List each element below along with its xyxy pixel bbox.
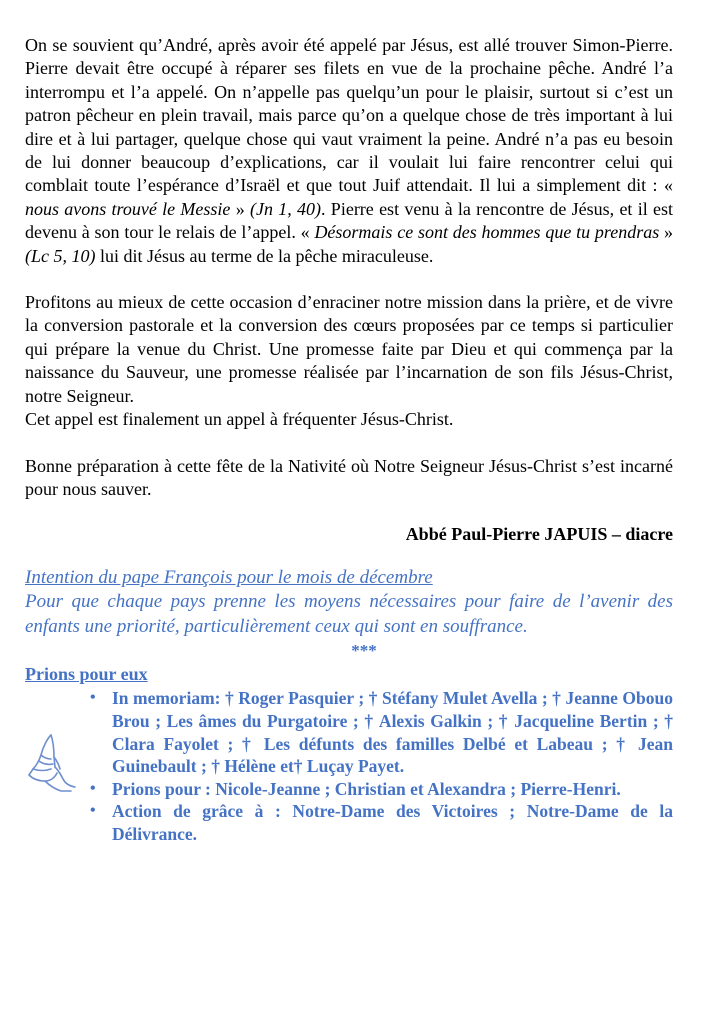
prayer-list	[25, 687, 673, 845]
paragraph-appel: Cet appel est finalement un appel à fréquenter Jésus-Christ.	[25, 409, 454, 430]
reference-lc: (Lc 5, 10)	[25, 245, 96, 266]
spacer	[25, 268, 673, 291]
text-span: »	[659, 222, 673, 243]
text-span: »	[230, 198, 250, 219]
bullet: •	[90, 689, 96, 707]
praying-hands-icon	[27, 731, 81, 793]
intention-title: Intention du pape François pour le mois de décembre	[25, 567, 433, 589]
prayer-section	[25, 687, 673, 845]
spacer	[25, 432, 673, 455]
text-span: lui dit Jésus au terme de la pêche miraculeuse.	[95, 245, 434, 266]
bullet: •	[90, 779, 96, 797]
text-span: On se souvient qu’André, après avoir été appelé par Jésus, est allé trouver Simon-Pierre. Pierre devait être occupé à réparer ses filets en vue de la prochaine pêche. André l’a interrompu et l’a appelé. On n’appelle pas quelqu’un pour le plaisir, surtout si c’est un patron pêcheur en plein travail, mais parce qu’on a quelque chose de très important à lui dire et à lui partager, quelque chose qui vaut vraiment la peine. André n’a pas eu besoin de lui donner beaucoup d’explications, car il voulait lui faire rencontrer celui qui comblait toute l’espérance d’Israël et que tout Juif attendait. Il lui a simplement dit : «	[25, 35, 673, 196]
quote-hommes: Désormais ce sont des hommes que tu prendras	[314, 222, 660, 243]
bullet: •	[90, 802, 96, 820]
separator-stars: ***	[351, 641, 377, 661]
paragraph-bonne-preparation: Bonne préparation à cette fête de la Nativité où Notre Seigneur Jésus-Christ s’est incarné pour nous sauver.	[25, 455, 673, 499]
list-item-text: Prions pour : Nicole-Jeanne ; Christian et Alexandra ; Pierre-Henri.	[112, 778, 621, 799]
paragraph-andre	[25, 34, 673, 268]
document-page	[25, 34, 673, 845]
list-item-prions-pour	[90, 778, 673, 801]
intention-body: Pour que chaque pays prenne les moyens nécessaires pour faire de l’avenir des enfants une priorité, particulièrement ceux qui sont en souffrance.	[25, 591, 673, 637]
list-item-action-de-grace	[90, 800, 673, 845]
reference-jn: (Jn 1, 40)	[249, 198, 322, 219]
quote-messie: nous avons trouvé le Messie	[25, 198, 231, 219]
signature: Abbé Paul-Pierre JAPUIS – diacre	[405, 524, 673, 545]
list-item-text: Action de grâce à : Notre-Dame des Victoires ; Notre-Dame de la Délivrance.	[112, 801, 673, 844]
text-span: . Pierre est venu à la rencontre de Jésus, et il est devenu à son tour le relais de l’appel. «	[25, 198, 673, 243]
list-item-memoriam	[90, 687, 673, 777]
list-item-text: In memoriam: † Roger Pasquier ; † Stéfany Mulet Avella ; † Jeanne Obouo Brou ; Les âmes du Purgatoire ; † Alexis Galkin ; † Jacqueline Bertin ; † Clara Fayolet ; † Les défunts des familles Delbé et Labeau ; † Jean Guinebault ; † Hélène et† Luçay Payet.	[112, 688, 673, 777]
paragraph-profitons: Profitons au mieux de cette occasion d’enraciner notre mission dans la prière, et de vivre la conversion pastorale et la conversion des cœurs proposées par ce temps si particulier qui prépare la venue du Christ. Une promesse faite par Dieu et qui commença par la naissance du Sauveur, une promesse réalisée par l’incarnation de son fils Jésus-Christ, notre Seigneur.	[25, 292, 673, 406]
prions-title: Prions pour eux	[25, 664, 148, 685]
